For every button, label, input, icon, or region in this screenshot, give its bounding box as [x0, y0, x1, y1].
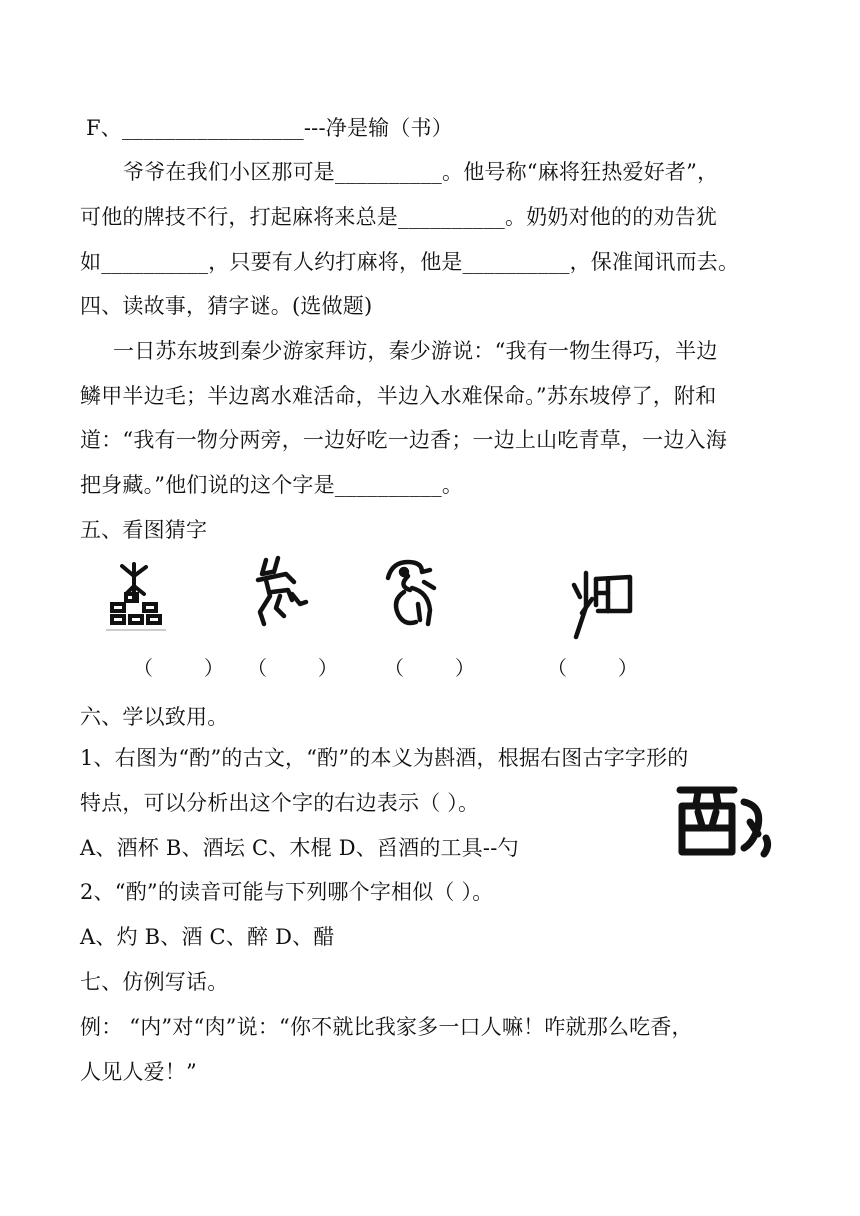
question-1-options: A、酒杯 B、酒坛 C、木棍 D、舀酒的工具--勺	[80, 836, 519, 860]
hand-field-pictograph-icon	[566, 565, 638, 645]
deer-pictograph-icon	[248, 552, 314, 630]
example-line-1: 例： “内”对“肉”说：“你不就比我家多一口人嘛！咋就那么吃香，	[80, 1015, 693, 1039]
paragraph-grandpa-line-3: 如__________，只要有人约打麻将，他是__________，保准闻讯而去。	[80, 250, 740, 274]
example-line-2: 人见人爱！”	[80, 1060, 197, 1084]
fill-blank-f: F、_________________---净是输（书）	[86, 116, 453, 140]
pictograph-answer-1[interactable]: （ ）	[133, 656, 224, 680]
pictograph-answer-4[interactable]: （ ）	[547, 656, 638, 680]
question-2-line: 2、“酌”的读音可能与下列哪个字相似（ ）。	[80, 880, 494, 904]
paragraph-grandpa-line-2: 可他的牌技不行，打起麻将来总是__________。奶奶对他的的劝告犹	[80, 205, 717, 229]
story-line-2: 鳞甲半边毛；半边离水难活命，半边入水难保命。”苏东坡停了，附和	[80, 384, 717, 408]
tree-pictograph-icon	[104, 558, 170, 636]
section-heading-riddle: 四、读故事，猜字谜。(选做题)	[80, 294, 373, 318]
story-line-1: 一日苏东坡到秦少游家拜访，秦少游说：“我有一物生得巧，半边	[113, 339, 718, 363]
section-heading-apply: 六、学以致用。	[80, 705, 229, 729]
bird-pictograph-icon	[378, 552, 444, 632]
section-heading-pictographs: 五、看图猜字	[80, 518, 208, 542]
pictograph-answer-2[interactable]: （ ）	[247, 656, 338, 680]
story-line-3: 道：“我有一物分两旁，一边好吃一边香；一边上山吃青草，一边入海	[80, 428, 727, 452]
question-1-line-2: 特点，可以分析出这个字的右边表示（ ）。	[80, 791, 480, 815]
paragraph-grandpa-line-1: 爷爷在我们小区那可是__________。他号称“麻将狂热爱好者”，	[123, 160, 719, 184]
question-1-line-1: 1、右图为“酌”的古文，“酌”的本义为斟酒，根据右图古字字形的	[80, 746, 689, 770]
pictograph-answer-3[interactable]: （ ）	[384, 656, 475, 680]
question-2-options: A、灼 B、酒 C、醉 D、醋	[80, 925, 335, 949]
story-line-4: 把身藏。”他们说的这个字是__________。	[80, 473, 464, 497]
section-heading-imitate: 七、仿例写话。	[80, 970, 229, 994]
ancient-zhuo-character-icon	[672, 782, 776, 862]
